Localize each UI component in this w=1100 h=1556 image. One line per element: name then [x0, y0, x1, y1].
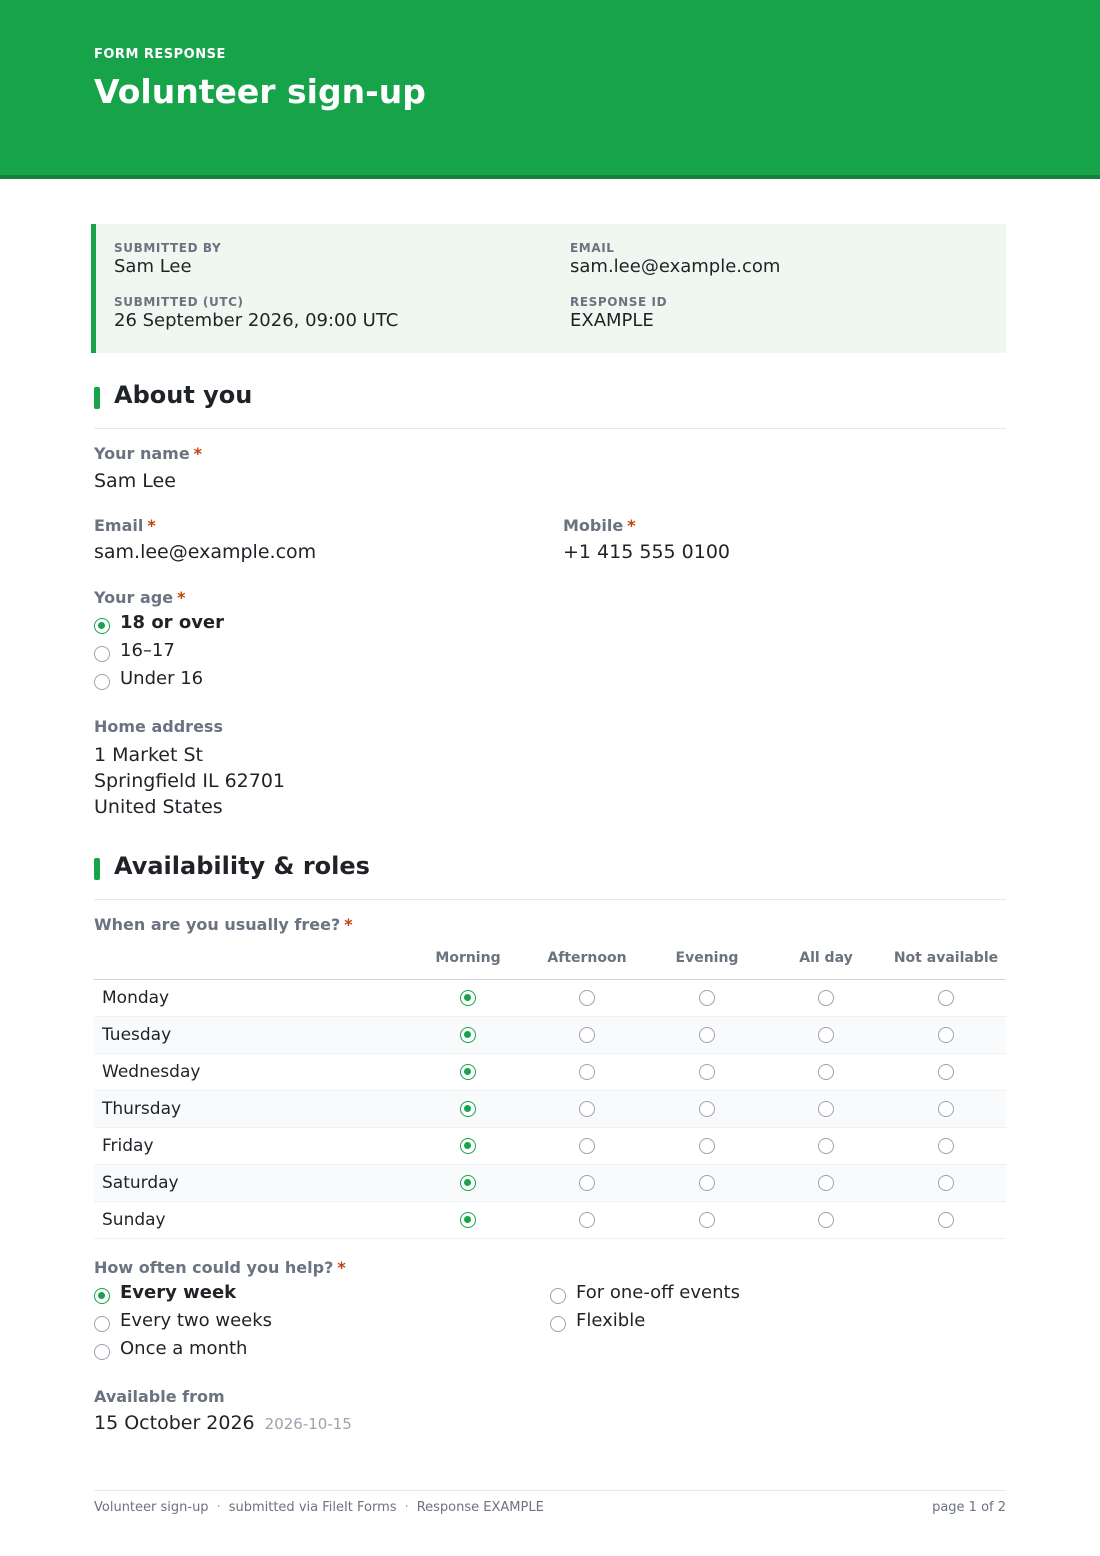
often-label: [94, 1258, 346, 1277]
option-label: 16–17: [120, 640, 175, 661]
radio-selected-icon[interactable]: [460, 1138, 476, 1154]
date-iso: 2026-10-15: [264, 1415, 352, 1433]
section-availability: [94, 850, 1006, 900]
address-line: Springfield IL 62701: [94, 770, 286, 792]
footer-via: submitted via FileIt Forms: [228, 1500, 397, 1515]
option-label: Every week: [120, 1282, 237, 1303]
address-label: Home address: [94, 717, 223, 736]
radio-empty-icon[interactable]: [699, 1175, 715, 1191]
radio-empty-icon[interactable]: [699, 990, 715, 1006]
footer-info: [94, 1500, 544, 1515]
radio-empty-icon[interactable]: [550, 1316, 566, 1332]
grid-row: [94, 1017, 1006, 1054]
radio-empty-icon[interactable]: [94, 1316, 110, 1332]
option-label: Every two weeks: [120, 1310, 273, 1331]
meta-submitted-by: [114, 241, 221, 277]
radio-empty-icon[interactable]: [699, 1027, 715, 1043]
meta-label: RESPONSE ID: [570, 295, 668, 309]
required-mark: *: [193, 444, 203, 463]
meta-response-id: [570, 295, 667, 331]
radio-empty-icon[interactable]: [579, 1064, 595, 1080]
available-from-value: [94, 1412, 352, 1434]
meta-label: SUBMITTED (UTC): [114, 295, 244, 309]
grid-row-label: Thursday: [102, 1099, 182, 1119]
form-title: Volunteer sign-up: [94, 72, 426, 111]
radio-empty-icon[interactable]: [699, 1101, 715, 1117]
radio-selected-icon[interactable]: [460, 1064, 476, 1080]
radio-empty-icon[interactable]: [699, 1138, 715, 1154]
grid-column-header: Morning: [435, 950, 501, 966]
radio-empty-icon[interactable]: [938, 1138, 954, 1154]
radio-empty-icon[interactable]: [818, 1138, 834, 1154]
section-accent-bar: [94, 387, 100, 409]
label-text: Your age: [94, 588, 174, 607]
grid-row: [94, 1128, 1006, 1165]
date-text: 15 October 2026: [94, 1412, 255, 1434]
meta-label: EMAIL: [570, 241, 615, 255]
label-text: How often could you help?: [94, 1258, 334, 1277]
radio-empty-icon[interactable]: [579, 1027, 595, 1043]
radio-empty-icon[interactable]: [818, 1027, 834, 1043]
footer-form-name: Volunteer sign-up: [94, 1500, 209, 1515]
name-label: [94, 444, 202, 463]
radio-empty-icon[interactable]: [938, 1101, 954, 1117]
grid-row-label: Saturday: [102, 1173, 179, 1193]
section-title: About you: [114, 381, 253, 409]
label-text: Email: [94, 516, 144, 535]
meta-email: [570, 241, 780, 277]
meta-value: sam.lee@example.com: [570, 256, 781, 277]
email-value: sam.lee@example.com: [94, 541, 317, 563]
available-from-label: Available from: [94, 1387, 225, 1406]
grid-row-label: Wednesday: [102, 1062, 201, 1082]
page-footer: [94, 1490, 1006, 1520]
required-mark: *: [344, 915, 353, 934]
label-text: Your name: [94, 444, 190, 463]
radio-empty-icon[interactable]: [579, 1212, 595, 1228]
required-mark: *: [147, 516, 156, 535]
separator: ·: [216, 1500, 221, 1515]
meta-label: SUBMITTED BY: [114, 241, 222, 255]
radio-selected-icon[interactable]: [94, 618, 110, 634]
meta-value: EXAMPLE: [570, 310, 654, 331]
email-label: [94, 516, 156, 535]
radio-empty-icon[interactable]: [818, 1175, 834, 1191]
submission-meta: [91, 224, 1006, 353]
radio-empty-icon[interactable]: [938, 1064, 954, 1080]
radio-empty-icon[interactable]: [818, 1064, 834, 1080]
form-header: [0, 0, 1100, 179]
radio-selected-icon[interactable]: [94, 1288, 110, 1304]
radio-empty-icon[interactable]: [938, 1027, 954, 1043]
radio-selected-icon[interactable]: [460, 1101, 476, 1117]
radio-empty-icon[interactable]: [938, 990, 954, 1006]
age-label: [94, 588, 185, 607]
radio-empty-icon[interactable]: [94, 646, 110, 662]
radio-selected-icon[interactable]: [460, 1175, 476, 1191]
grid-column-header: Not available: [893, 950, 999, 966]
required-mark: *: [627, 516, 636, 535]
section-title: Availability & roles: [114, 852, 370, 880]
meta-value: 26 September 2026, 09:00 UTC: [114, 310, 399, 331]
radio-empty-icon[interactable]: [579, 990, 595, 1006]
radio-empty-icon[interactable]: [699, 1212, 715, 1228]
grid-row: [94, 980, 1006, 1017]
address-line: United States: [94, 796, 223, 818]
free-label: [94, 915, 353, 934]
radio-empty-icon[interactable]: [579, 1101, 595, 1117]
grid-row-label: Tuesday: [102, 1025, 172, 1045]
address-value: [94, 742, 285, 820]
grid-column-header: Afternoon: [547, 950, 627, 966]
option-label: 18 or over: [120, 612, 225, 633]
grid-column-header: All day: [799, 950, 853, 966]
radio-selected-icon[interactable]: [460, 1027, 476, 1043]
footer-response: Response EXAMPLE: [416, 1500, 544, 1515]
radio-empty-icon[interactable]: [94, 1344, 110, 1360]
separator: ·: [404, 1500, 409, 1515]
grid-header-divider: [94, 979, 1006, 980]
grid-row: [94, 1091, 1006, 1128]
radio-selected-icon[interactable]: [460, 1212, 476, 1228]
radio-empty-icon[interactable]: [94, 674, 110, 690]
mobile-label: [563, 516, 636, 535]
radio-empty-icon[interactable]: [818, 1101, 834, 1117]
option-label: For one-off events: [576, 1282, 740, 1303]
grid-row-label: Friday: [102, 1136, 154, 1156]
page-number: page 1 of 2: [932, 1500, 1006, 1515]
grid-row: [94, 1202, 1006, 1239]
radio-empty-icon[interactable]: [579, 1175, 595, 1191]
mobile-value: +1 415 555 0100: [563, 541, 731, 563]
form-kicker: FORM RESPONSE: [94, 47, 226, 62]
option-label: Flexible: [576, 1310, 646, 1331]
radio-empty-icon[interactable]: [938, 1212, 954, 1228]
label-text: When are you usually free?: [94, 915, 341, 934]
radio-empty-icon[interactable]: [818, 990, 834, 1006]
grid-column-header: Evening: [675, 950, 739, 966]
radio-empty-icon[interactable]: [818, 1212, 834, 1228]
option-label: Under 16: [120, 668, 204, 689]
radio-empty-icon[interactable]: [699, 1064, 715, 1080]
address-line: 1 Market St: [94, 744, 203, 766]
grid-row-label: Sunday: [102, 1210, 166, 1230]
meta-value: Sam Lee: [114, 256, 192, 277]
meta-submitted-utc: [114, 295, 398, 331]
section-accent-bar: [94, 858, 100, 880]
grid-row: [94, 1165, 1006, 1202]
required-mark: *: [337, 1258, 346, 1277]
section-about-you: [94, 379, 1006, 429]
radio-empty-icon[interactable]: [579, 1138, 595, 1154]
option-label: Once a month: [120, 1338, 248, 1359]
radio-empty-icon[interactable]: [550, 1288, 566, 1304]
radio-empty-icon[interactable]: [938, 1175, 954, 1191]
grid-row-label: Monday: [102, 988, 170, 1008]
grid-row: [94, 1054, 1006, 1091]
name-value: Sam Lee: [94, 470, 176, 492]
radio-selected-icon[interactable]: [460, 990, 476, 1006]
label-text: Mobile: [563, 516, 624, 535]
required-mark: *: [177, 588, 186, 607]
